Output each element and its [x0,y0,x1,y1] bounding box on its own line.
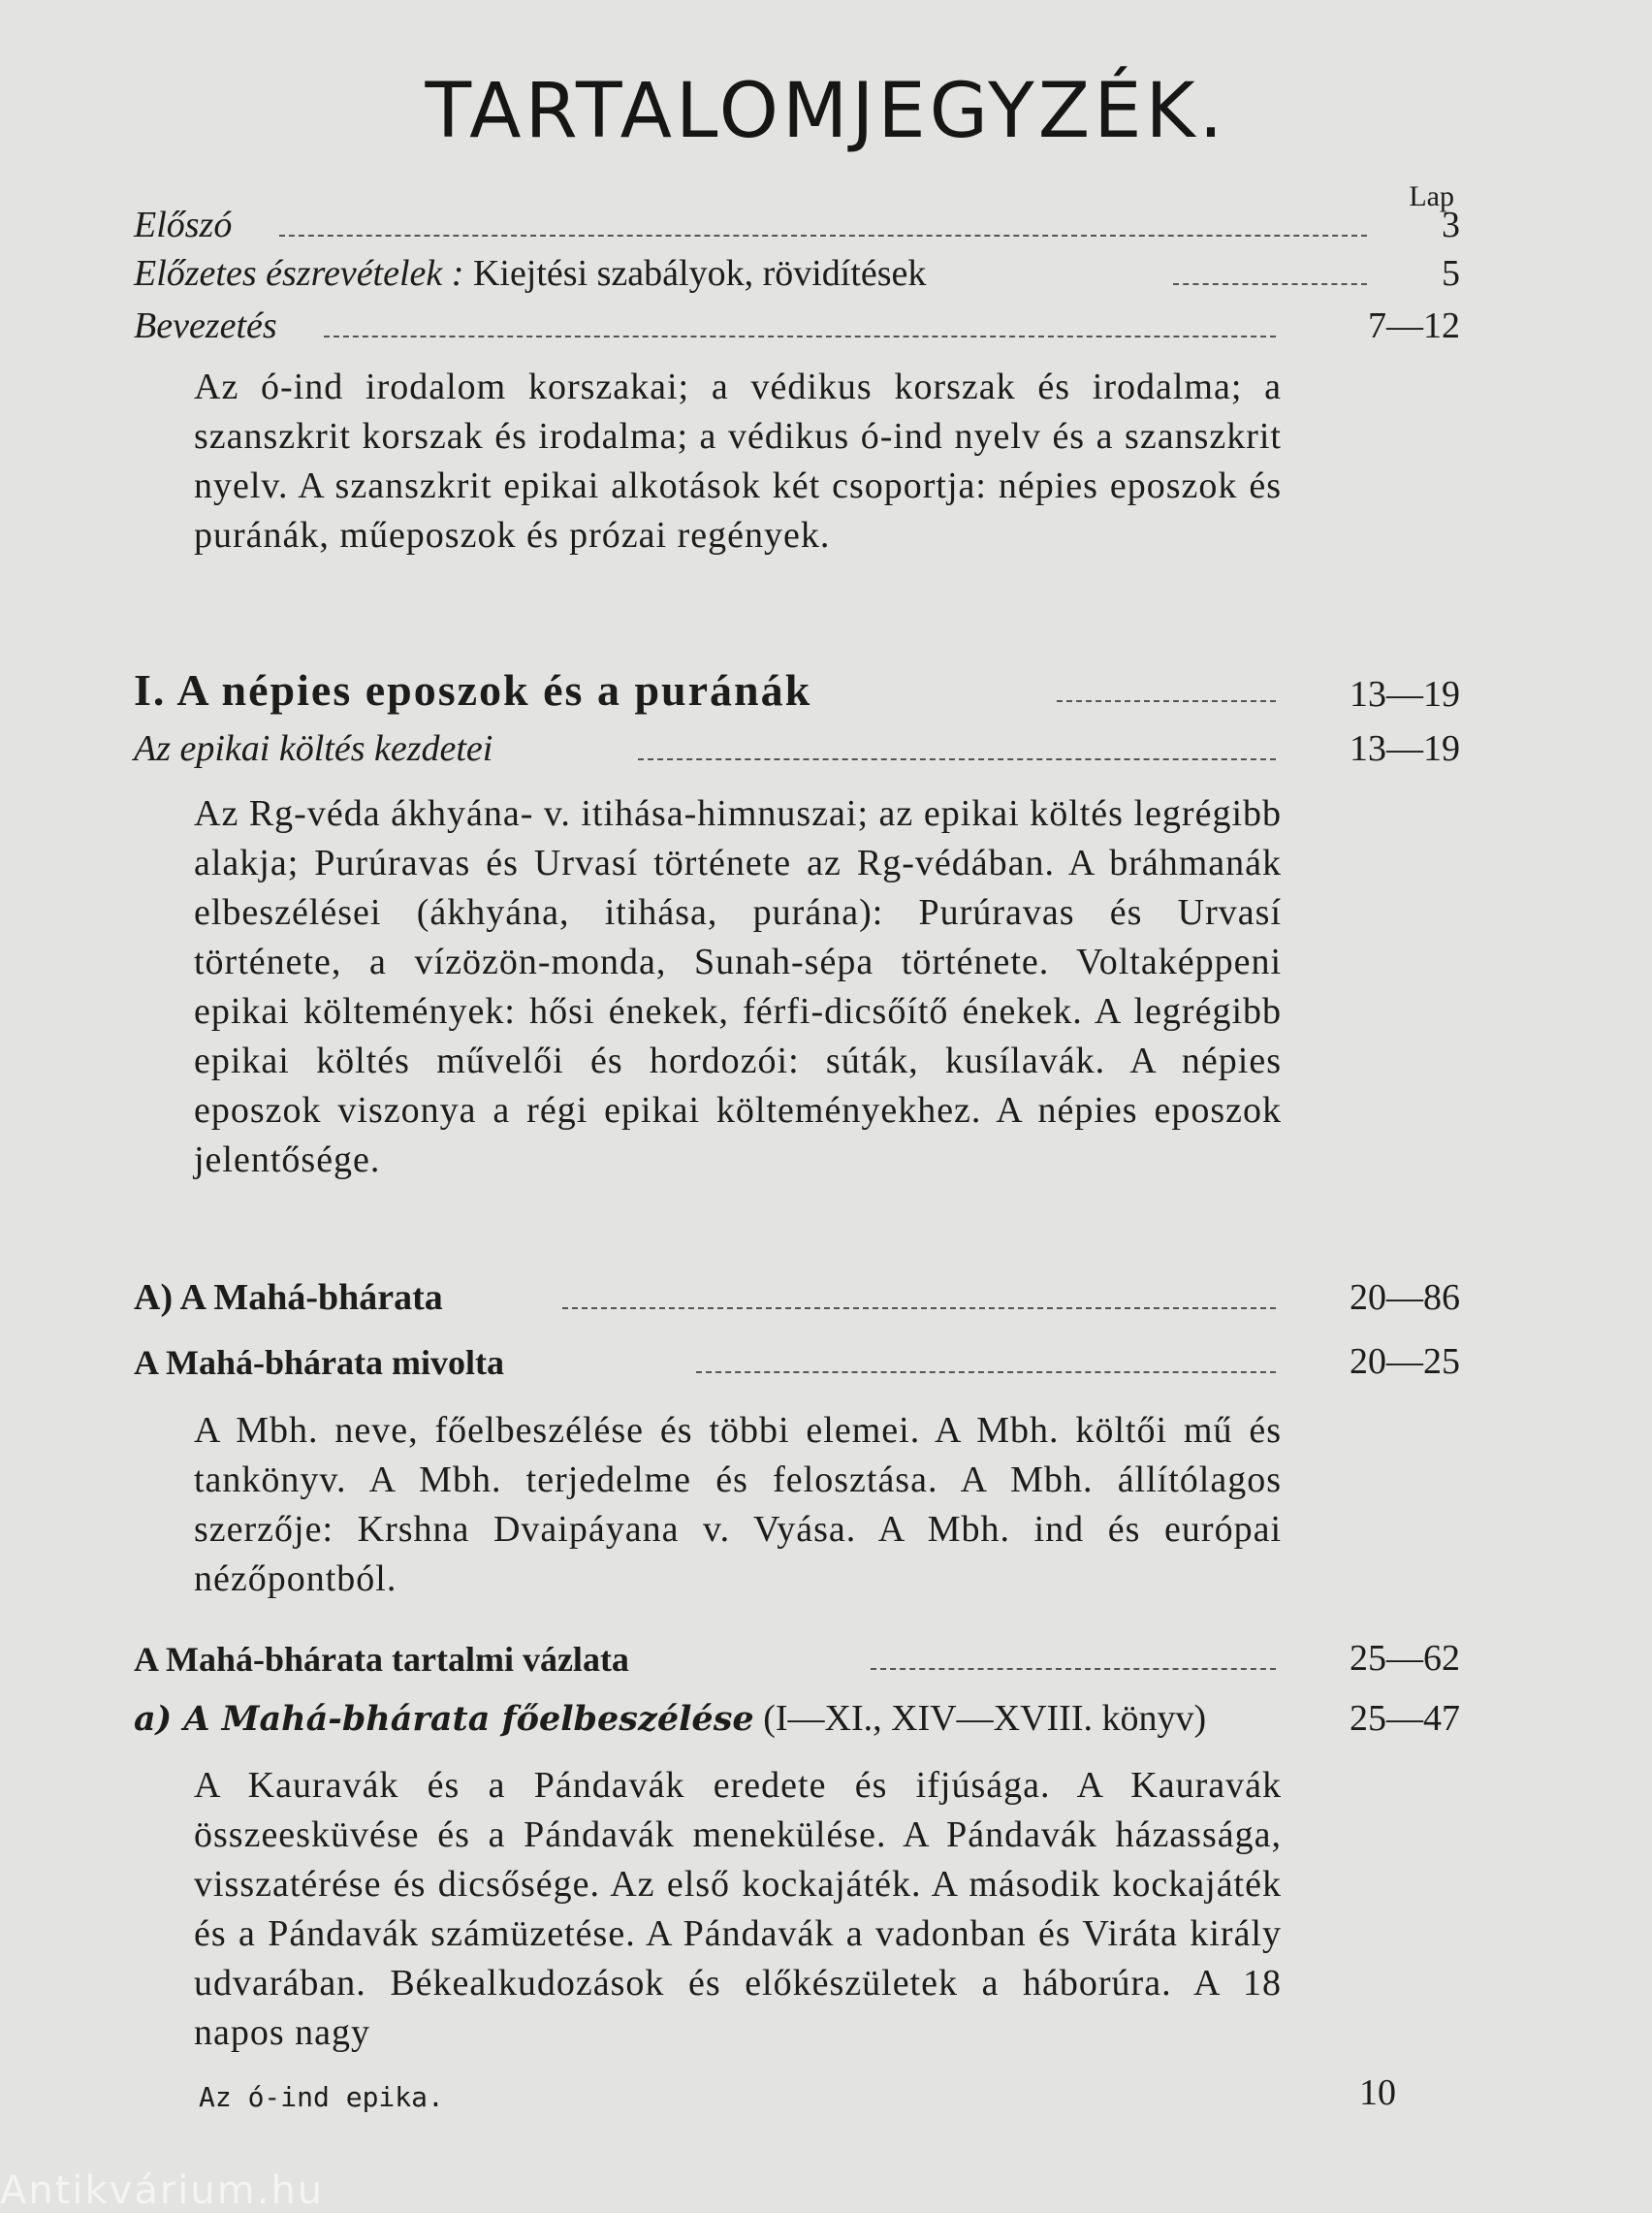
section-title: I. A népies eposzok és a puránák [134,665,812,715]
toc-entry-label: Bevezetés [134,305,277,346]
toc-entry-foelbeszelese [134,1699,1460,1748]
toc-entry-label: A Mahá-bhárata tartalmi vázlata [134,1640,629,1679]
toc-entry-label: a) A Mahá-bhárata főelbeszélése (I—XI., XIV—XVIII. könyv) [134,1698,1207,1739]
dot-leader [1057,700,1276,702]
toc-entry-pages: 25—62 [1350,1638,1460,1679]
toc-description-epikai: Az Rg-véda ákhyána- v. itihása-himnuszai; az epikai költés legrégibb alakja; Purúravas és Urvasí története az Rg-védában. A bráhmanák elbeszélései (ákhyána, itihása, purána): Purúravas és Urvasí története, a vízözön-monda, Sunah-sépa története. Voltaképpeni epikai költemények: hősi énekek, férfi-dicsőítő énekek. A legrégibb epikai költés művelői és hordozói: súták, kusílavák. A népies eposzok viszonya a régi epikai költeményekhez. A népies eposzok jelentősége. [194,793,1282,1180]
toc-entry-elozetes [134,254,1460,303]
dot-leader [638,758,1276,760]
dot-leader [871,1668,1276,1670]
toc-entry-label: A) A Mahá-bhárata [134,1277,443,1318]
toc-entry-pages: 3 [1442,205,1460,245]
dot-leader [324,336,1276,337]
toc-description-mivolta: A Mbh. neve, főelbeszélése és többi elemei. A Mbh. költői mű és tankönyv. A Mbh. terjedelme és felosztása. A Mbh. állítólagos szerzője: Krshna Dvaipáyana v. Vyása. A Mbh. ind és európai nézőpontból. [194,1410,1282,1599]
toc-entry-vazlata [134,1639,1460,1687]
sheet-number: 10 [1359,2072,1396,2113]
dot-leader [1173,283,1367,285]
page-title: TARTALOMJEGYZÉK. [425,68,1227,155]
toc-description-foelbeszelese: A Kauravák és a Pándavák eredete és ifjúsága. A Kauravák összeesküvése és a Pándavák menekülése. A Pándavák házassága, visszatérése és dicsősége. Az első kockajáték. A második kockajáték és a Pándavák számüzetése. A Pándavák a vadonban és Viráta király udvarában. Békealkudozások és előkészületek a háborúra. A 18 napos nagy [194,1765,1282,2053]
toc-section-nepies [134,656,1460,723]
toc-entry-pages: 7—12 [1368,305,1460,346]
dot-leader [279,235,1367,237]
toc-entry-epikai [134,729,1460,778]
toc-entry-pages: 13—19 [1350,674,1460,715]
toc-entry-label: Előszó [134,205,233,245]
toc-entry-label: Az epikai költés kezdetei [134,728,493,769]
toc-entry-pages: 13—19 [1350,728,1460,769]
watermark: Antikvárium.hu [0,2168,325,2213]
signature-mark: Az ó-ind epika. [199,2081,444,2113]
dot-leader [562,1307,1276,1309]
toc-entry-pages: 5 [1442,253,1460,294]
toc-entry-label: A Mahá-bhárata mivolta [134,1343,504,1382]
toc-entry-pages: 25—47 [1350,1698,1460,1739]
toc-entry-mahabharata [134,1278,1460,1327]
toc-entry-pages: 20—86 [1350,1277,1460,1318]
toc-entry-bevezetes [134,306,1460,355]
toc-description-bevezetes: Az ó-ind irodalom korszakai; a védikus korszak és irodalma; a szanszkrit korszak és irodalma; a védikus ó-ind nyelv és a szanszkrit nyelv. A szanszkrit epikai alkotások két csoportja: népies eposzok és puránák, műeposzok és prózai regények. [194,367,1282,556]
dot-leader [696,1371,1276,1373]
toc-entry-eloszo [134,206,1460,254]
toc-entry-mivolta [134,1342,1460,1391]
page-column-header: Lap [1409,180,1454,212]
toc-entry-pages: 20—25 [1350,1341,1460,1382]
toc-entry-label: Előzetes észrevételek : Kiejtési szabályok, rövidítések [134,253,927,294]
